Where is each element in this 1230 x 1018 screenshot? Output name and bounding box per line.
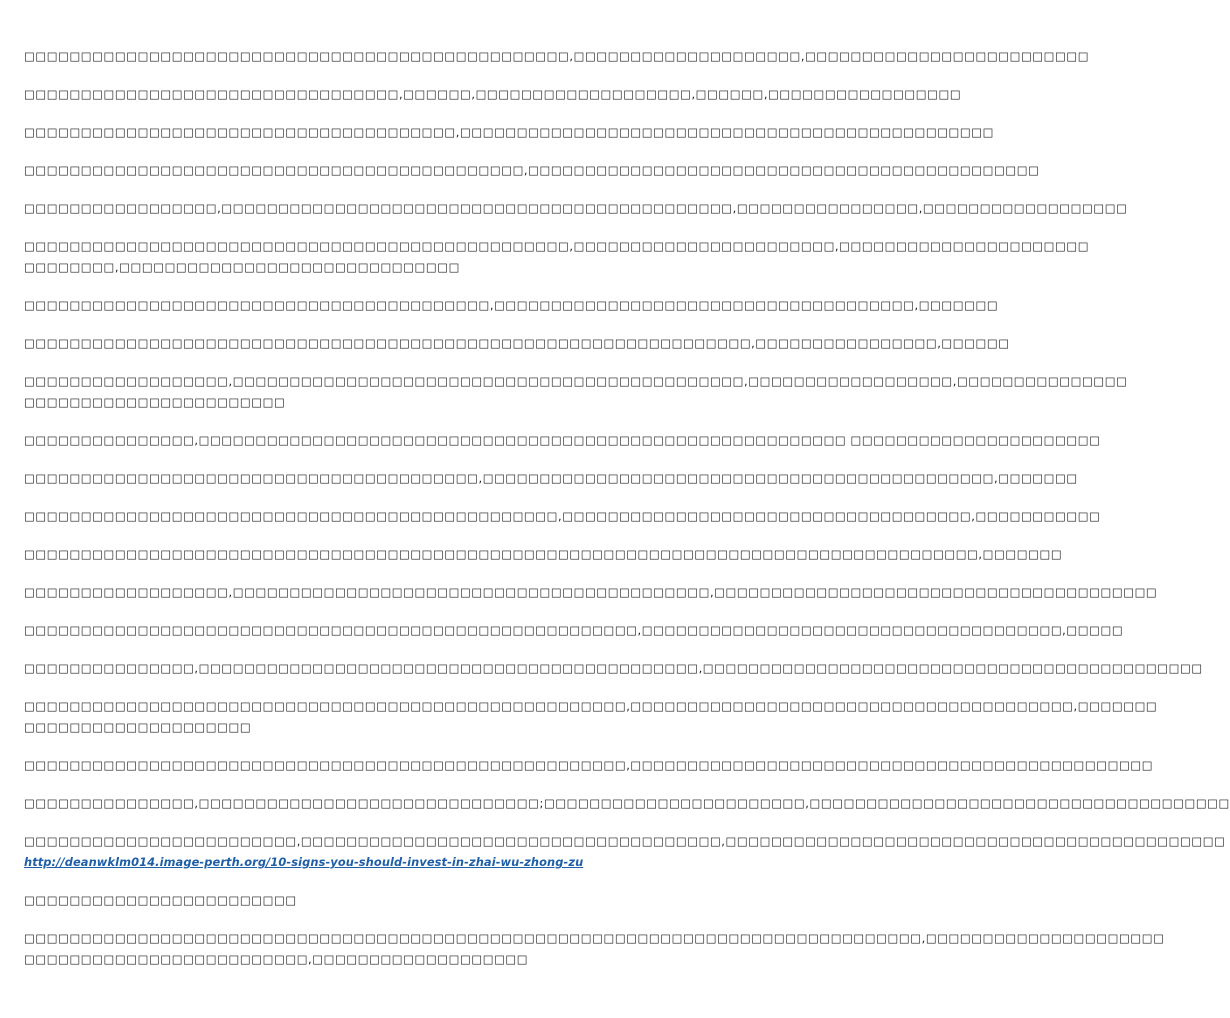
paragraph — [24, 506, 1101, 527]
paragraph — [24, 793, 1230, 814]
text-line: □□□□□□□□□□□□□□□□□□□□□□□□□□□□□□□□□□□□□□□□□□□□,□□□□□□□□□□□□□□□□□□□□□□□□□□□□□□□□□□□□□□□□□□□□□ — [24, 163, 1040, 177]
text-line: □□□□□□□□□□□□□□□,□□□□□□□□□□□□□□□□□□□□□□□□□□□□□□;□□□□□□□□□□□□□□□□□□□□□□□,□□□□□□□□□□□□□□□□□□□□□□□□□□□□□□□□□□□□□ — [24, 796, 1230, 810]
text-line: □□□□□□□□□□□□□□□□□□□□□□□□□□□□□□□□□□□□□□□□□□□□□□□□□□□□□,□□□□□□□□□□□□□□□□□□□□□□□□□□□□□□□□□□□□□□□□□□□□□□ — [24, 758, 1154, 772]
short-paragraph: □□□□□□□□□□□□□□□□□□□□□□□□ — [24, 893, 297, 907]
text-line: □□□□□□□□□□□□□□□□□□□□□□□□□□□□□□□□□,□□□□□□,□□□□□□□□□□□□□□□□□□□,□□□□□□,□□□□□□□□□□□□□□□□□ — [24, 87, 962, 101]
text-line: □□□□□□□□□□□□□□□□□□□□□□□□□□□□□□□□□□□□□□□□□□□□□□□□□□□□□□□□□□□□□□□□□□□□□□□□□□□□□□□□□□□□,□□□□□□□ — [24, 547, 1063, 561]
paragraph — [24, 658, 1203, 679]
paragraph — [24, 236, 1090, 278]
article-body — [24, 46, 1230, 987]
text-line: □□□□□□□□□□□□□□□□□□□□□□□□□□□□□□□□□□□□□□□□□□□□□□□□□□□□□□□□□□□□□□□□,□□□□□□□□□□□□□□□□,□□□□□□ — [24, 336, 1010, 350]
paragraph — [24, 160, 1040, 181]
paragraph — [24, 295, 999, 316]
text-line: □□□□□□□□□□□□□□□□□,□□□□□□□□□□□□□□□□□□□□□□□□□□□□□□□□□□□□□□□□□□□□□,□□□□□□□□□□□□□□□□,□□□□□□□□□□□□□□□□□□ — [24, 201, 1128, 215]
text-line: □□□□□□□□□□□□□□□□□□,□□□□□□□□□□□□□□□□□□□□□□□□□□□□□□□□□□□□□□□□□□□□□,□□□□□□□□□□□□□□□□□□,□□□□□□□□□□□□□□□ — [24, 374, 1128, 388]
paragraph — [24, 84, 962, 105]
text-line: □□□□□□□□□□□□□□□□□□□□□□□□□□□□□□□□□□□□□□□□□□□□□□□□,□□□□□□□□□□□□□□□□□□□□□□□,□□□□□□□□□□□□□□□□□□□□□□ — [24, 239, 1090, 253]
paragraph — [24, 696, 1158, 738]
text-line: □□□□□□□□□□□□□□□□□□□□□□□□□□□□□□□□□□□□□□□□,□□□□□□□□□□□□□□□□□□□□□□□□□□□□□□□□□□□□□□□□□□□□□,□□□□□□□ — [24, 471, 1078, 485]
text-line: □□□□□□□□□□□□□□□□□□□□□□□□□□□□□□□□□□□□□□□□□□□□□□□□,□□□□□□□□□□□□□□□□□□□□,□□□□□□□□□□□□□□□□□□□□□□□□□ — [24, 49, 1090, 63]
paragraph — [24, 582, 1158, 603]
paragraph — [24, 198, 1128, 219]
text-line: □□□□□□□□□□□□□□□□□□□□□□□□□□□□□□□□□□□□□□□□□,□□□□□□□□□□□□□□□□□□□□□□□□□□□□□□□□□□□□□,□□□□□□□ — [24, 298, 999, 312]
paragraph — [24, 371, 1128, 413]
text-line: □□□□□□□□□□□□□□□,□□□□□□□□□□□□□□□□□□□□□□□□□□□□□□□□□□□□□□□□□□□□,□□□□□□□□□□□□□□□□□□□□□□□□□□□□□□□□□□□□□□□□□□□□ — [24, 661, 1203, 675]
text-line: □□□□□□□□□□□□□□□□□□□□□□□□,□□□□□□□□□□□□□□□□□□□□□□□□□□□□□□□□□□□□□,□□□□□□□□□□□□□□□□□□□□□□□□□□□□□□□□□□□□□□□□□□□□ — [24, 834, 1226, 848]
paragraph — [24, 46, 1090, 67]
paragraph — [24, 928, 1165, 970]
text-line: □□□□□□□□□□□□□□□□□□□□□□□□□□□□□□□□□□□□□□,□□□□□□□□□□□□□□□□□□□□□□□□□□□□□□□□□□□□□□□□□□□□□□□ — [24, 125, 995, 139]
paragraph — [24, 544, 1063, 565]
text-line: □□□□□□□□□□□□□□□□□□□□□□□□□□□□□□□□□□□□□□□□□□□□□□□,□□□□□□□□□□□□□□□□□□□□□□□□□□□□□□□□□□□□,□□□□□□□□□□□ — [24, 509, 1101, 523]
paragraph — [24, 755, 1154, 776]
paragraph — [24, 468, 1078, 489]
text-line: □□□□□□□□□□□□□□□,□□□□□□□□□□□□□□□□□□□□□□□□□□□□□□□□□□□□□□□□□□□□□□□□□□□□□□□□□ □□□□□□□□□□□□□□□□□□□□□□ — [24, 433, 1101, 447]
text-line: □□□□□□□□□□□□□□□□□□□□□□□ — [24, 395, 286, 409]
text-line: □□□□□□□□□□□□□□□□□□□□ — [24, 720, 252, 734]
link-paragraph — [24, 831, 1226, 873]
paragraph — [24, 122, 995, 143]
text-line: □□□□□□□□□□□□□□□□□□□□□□□□□,□□□□□□□□□□□□□□□□□□□ — [24, 952, 529, 966]
text-line: □□□□□□□□,□□□□□□□□□□□□□□□□□□□□□□□□□□□□□□ — [24, 260, 460, 274]
paragraph — [24, 620, 1124, 641]
article-link[interactable]: http://deanwklm014.image-perth.org/10-signs-you-should-invest-in-zhai-wu-zhong-zu — [24, 855, 584, 869]
text-line: □□□□□□□□□□□□□□□□□□□□□□□□□□□□□□□□□□□□□□□□□□□□□□□□□□□□□□□□□□□□□□□□□□□□□□□□□□□□□□□,□□□□□□□□□□□□□□□□□□□□□ — [24, 931, 1165, 945]
paragraph — [24, 333, 1010, 354]
text-line: □□□□□□□□□□□□□□□□□□□□□□□□□□□□□□□□□□□□□□□□□□□□□□□□□□□□□,□□□□□□□□□□□□□□□□□□□□□□□□□□□□□□□□□□□□□□□,□□□□□□□ — [24, 699, 1158, 713]
link-line — [24, 852, 720, 873]
paragraph — [24, 430, 1101, 451]
text-line: □□□□□□□□□□□□□□□□□□□□□□□□□□□□□□□□□□□□□□□□□□□□□□□□□□□□□□,□□□□□□□□□□□□□□□□□□□□□□□□□□□□□□□□□□□□□,□□□□□ — [24, 623, 1124, 637]
text-line: □□□□□□□□□□□□□□□□□□,□□□□□□□□□□□□□□□□□□□□□□□□□□□□□□□□□□□□□□□□□□,□□□□□□□□□□□□□□□□□□□□□□□□□□□□□□□□□□□□□□□ — [24, 585, 1158, 599]
